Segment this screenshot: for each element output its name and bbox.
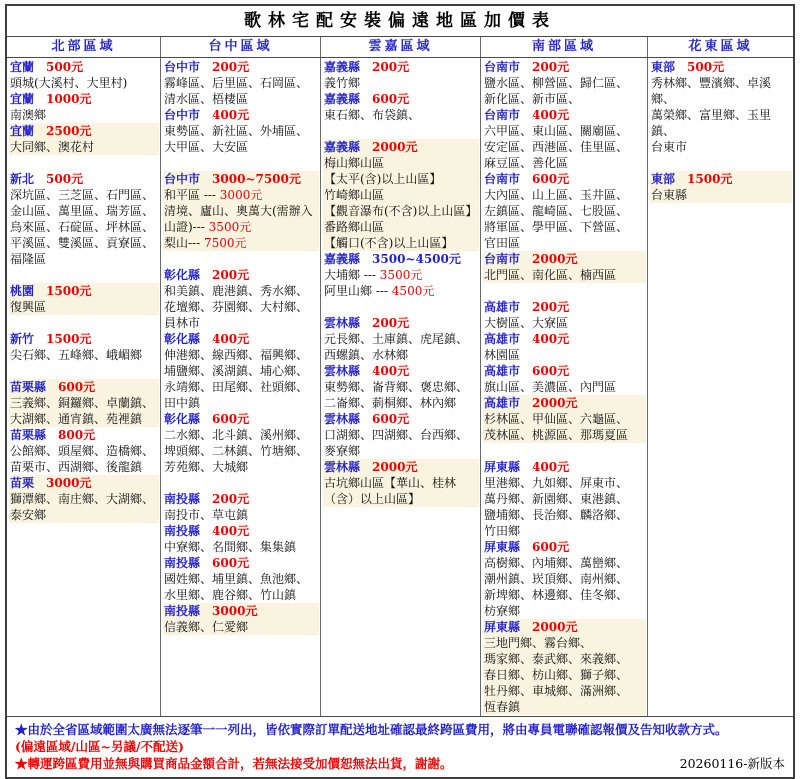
area-line: 萬榮鄉、富里鄉、玉里鎮、 — [651, 108, 772, 138]
column-header-south: 南部區域 — [480, 37, 647, 57]
price-label: 600元 — [372, 92, 410, 106]
price-block — [163, 59, 319, 107]
area-line: 元長鄉、土庫鎮、虎尾鎮、 — [324, 332, 469, 346]
price-block-head — [164, 59, 318, 75]
price-block-head — [10, 379, 158, 395]
area-line: 東勢鄉、崙背鄉、褒忠鄉、 — [324, 380, 469, 394]
block-spacer — [163, 475, 319, 491]
county-label: 嘉義縣 — [324, 252, 361, 266]
region-column-4 — [480, 58, 647, 716]
price-label: 2000元 — [372, 460, 418, 474]
area-line: 鹽水區、柳營區、歸仁區、 — [484, 76, 629, 90]
price-label: 600元 — [532, 172, 570, 186]
area-line: 台東縣 — [651, 188, 688, 202]
area-line: 埔鹽鄉、溪湖鎮、埔心鄉、 — [164, 364, 309, 378]
county-label: 苗栗縣 — [10, 428, 47, 442]
area-line: 花壇鄉、芬園鄉、大村鄉、 — [164, 300, 309, 314]
county-label: 宜蘭 — [10, 92, 35, 106]
area-line: 清境、廬山、奧萬大(需辦入山證)--- 3500元 — [164, 204, 313, 234]
price-label: 1000元 — [46, 92, 92, 106]
price-label: 200元 — [212, 60, 250, 74]
area-line: 牡丹鄉、車城鄉、滿洲鄉、 — [484, 684, 629, 698]
table-footer — [7, 716, 793, 777]
price-block — [163, 491, 319, 523]
area-line: 公館鄉、頭屋鄉、造橋鄉、 — [10, 444, 155, 458]
region-column-1 — [7, 58, 160, 716]
block-spacer — [323, 299, 479, 315]
price-block — [323, 363, 479, 411]
area-line: 西螺鎮、水林鄉 — [324, 348, 409, 362]
area-line: 口湖鄉、四湖鄉、台西鄉、 — [324, 428, 469, 442]
price-block-head — [484, 459, 645, 475]
area-line: 信義鄉、仁愛鄉 — [164, 620, 249, 634]
price-block-head — [651, 171, 791, 187]
price-block — [323, 59, 479, 91]
area-line: 永靖鄉、田尾鄉、社頭鄉、 — [164, 380, 309, 394]
footer-note-3-text: ★轉運跨區費用並無與購買商品金額合計，若無法接受加價恕無法出貨，謝謝。 — [15, 756, 453, 771]
area-line: 清水區、梧棲區 — [164, 92, 249, 106]
area-line: 大同鄉、澳花村 — [10, 140, 95, 154]
area-line: 林園區 — [484, 348, 521, 362]
area-line: 頭城(大溪村、大里村) — [10, 76, 128, 90]
price-block — [323, 459, 479, 507]
county-label: 東部 — [651, 60, 676, 74]
price-label: 2500元 — [46, 124, 92, 138]
price-label: 3000元 — [46, 476, 92, 490]
price-label: 200元 — [532, 60, 570, 74]
area-line: 烏來區、石碇區、坪林區、 — [10, 220, 155, 234]
area-line: 大湖鄉、通宵鎮、苑裡鎮 — [10, 412, 143, 426]
county-label: 苗栗縣 — [10, 380, 47, 394]
area-line: 阿里山鄉 --- 4500元 — [324, 284, 435, 298]
price-label: 2000元 — [532, 396, 578, 410]
county-label: 苗栗 — [10, 476, 35, 490]
area-line: 新化區、新市區、 — [484, 92, 581, 106]
column-header-taichung: 台中區域 — [160, 37, 320, 57]
area-line: 新埤鄉、林邊鄉、佳冬鄉、 — [484, 588, 629, 602]
price-block-head — [10, 427, 158, 443]
price-label: 600元 — [532, 364, 570, 378]
area-line: 苗栗市、西湖鄉、後龍鎮 — [10, 460, 143, 474]
price-block-head — [164, 331, 318, 347]
county-label: 嘉義縣 — [324, 92, 361, 106]
price-block — [323, 411, 479, 459]
price-label: 3000元 — [212, 604, 258, 618]
price-block-head — [324, 139, 478, 155]
price-block — [9, 91, 159, 123]
price-block — [483, 539, 646, 619]
county-label: 雲林縣 — [324, 316, 361, 330]
price-label: 500元 — [46, 60, 84, 74]
column-header-huatung: 花東區域 — [647, 37, 793, 57]
price-block — [483, 459, 646, 539]
area-line: 麥寮鄉 — [324, 444, 361, 458]
price-block-head — [164, 107, 318, 123]
block-spacer — [323, 123, 479, 139]
area-line: 梅山鄉山區 — [324, 156, 385, 170]
block-spacer — [9, 315, 159, 331]
price-block-head — [484, 539, 645, 555]
county-label: 東部 — [651, 172, 676, 186]
price-block — [9, 59, 159, 91]
price-block-head — [10, 59, 158, 75]
area-line: 高樹鄉、內埔鄉、萬巒鄉、 — [484, 556, 629, 570]
price-label: 600元 — [532, 540, 570, 554]
block-spacer — [163, 251, 319, 267]
price-block — [483, 171, 646, 251]
region-column-2 — [160, 58, 320, 716]
footer-note-2: (偏遠區域/山區~另議/不配送) — [15, 739, 184, 754]
price-label: 200元 — [372, 316, 410, 330]
price-label: 3500~4500元 — [372, 252, 461, 266]
price-block — [483, 107, 646, 171]
column-header-north: 北部區域 — [51, 39, 116, 54]
county-label: 台中市 — [164, 172, 201, 186]
price-block — [9, 123, 159, 155]
price-label: 200元 — [212, 492, 250, 506]
price-block — [163, 523, 319, 555]
price-block — [483, 619, 646, 715]
county-label: 桃園 — [10, 284, 35, 298]
area-line: 國姓鄉、埔里鎮、魚池鄉、 — [164, 572, 309, 586]
price-block-head — [10, 331, 158, 347]
price-block — [323, 315, 479, 363]
area-line: 大樹區、大寮區 — [484, 316, 569, 330]
area-line: 金山區、萬里區、瑞芳區、 — [10, 204, 155, 218]
price-label: 600元 — [212, 412, 250, 426]
price-label: 200元 — [532, 300, 570, 314]
county-label: 屏東縣 — [484, 540, 521, 554]
price-label: 600元 — [212, 556, 250, 570]
area-line: 竹崎鄉山區 — [324, 188, 385, 202]
block-spacer — [483, 443, 646, 459]
area-line: 復興區 — [10, 300, 47, 314]
county-label: 嘉義縣 — [324, 60, 361, 74]
county-label: 南投縣 — [164, 524, 201, 538]
price-block — [9, 331, 159, 363]
price-block-head — [484, 251, 645, 267]
page-title: 歌林宅配安裝偏遠地區加價表 — [7, 6, 793, 37]
price-block — [9, 171, 159, 267]
county-label: 南投縣 — [164, 556, 201, 570]
price-block-head — [10, 475, 158, 491]
block-spacer — [163, 155, 319, 171]
price-block — [323, 251, 479, 299]
area-line: 萬丹鄉、新園鄉、東港鎮、 — [484, 492, 629, 506]
county-label: 彰化縣 — [164, 268, 201, 282]
area-line: 六甲區、東山區、關廟區、 — [484, 124, 629, 138]
area-line: 三地門鄉、霧台鄉、 — [484, 636, 593, 650]
price-block — [483, 363, 646, 395]
block-spacer — [9, 363, 159, 379]
area-line: 鹽埔鄉、長治鄉、麟洛鄉、 — [484, 508, 629, 522]
price-block-head — [324, 459, 478, 475]
area-line: 【太平(含)以上山區】 — [324, 172, 442, 186]
price-label: 400元 — [212, 524, 250, 538]
price-block — [163, 107, 319, 155]
county-label: 台南市 — [484, 172, 521, 186]
price-block-head — [164, 267, 318, 283]
price-label: 600元 — [58, 380, 96, 394]
price-block — [9, 427, 159, 475]
county-label: 宜蘭 — [10, 124, 35, 138]
area-line: 大埔鄉 --- 3500元 — [324, 268, 423, 282]
price-block-head — [484, 171, 645, 187]
county-label: 雲林縣 — [324, 412, 361, 426]
county-label: 高雄市 — [484, 364, 521, 378]
area-line: 瑪家鄉、泰武鄉、來義鄉、 — [484, 652, 629, 666]
county-label: 彰化縣 — [164, 412, 201, 426]
area-line: 竹田鄉 — [484, 524, 521, 538]
price-label: 3000~7500元 — [212, 172, 301, 186]
area-line: 二水鄉、北斗鎮、溪州鄉、 — [164, 428, 309, 442]
county-label: 彰化縣 — [164, 332, 201, 346]
area-line: 和美鎮、鹿港鎮、秀水鄉、 — [164, 284, 309, 298]
price-block — [163, 411, 319, 475]
price-label: 200元 — [212, 268, 250, 282]
area-line: 獅潭鄉、南庄鄉、大湖鄉、 — [10, 492, 155, 506]
area-line: 官田區 — [484, 236, 521, 250]
price-block-head — [324, 411, 478, 427]
price-block-head — [651, 59, 791, 75]
price-block — [9, 475, 159, 523]
price-block-head — [10, 171, 158, 187]
area-line: 將軍區、學甲區、下營區、 — [484, 220, 629, 234]
price-block — [163, 267, 319, 331]
area-line: 芳苑鄉、大城鄉 — [164, 460, 249, 474]
price-block-head — [484, 299, 645, 315]
price-label: 400元 — [212, 332, 250, 346]
area-line: 古坑鄉山區【華山、桂林（含）以上山區】 — [324, 476, 457, 506]
area-line: 秀林鄉、豐濱鄉、卓溪鄉、 — [651, 76, 772, 106]
price-block-head — [484, 363, 645, 379]
area-line: 福隆區 — [10, 252, 47, 266]
price-block-head — [484, 107, 645, 123]
area-line: 大甲區、大安區 — [164, 140, 249, 154]
price-block — [163, 555, 319, 603]
surcharge-table — [5, 4, 795, 779]
price-block-head — [484, 395, 645, 411]
area-line: 平溪區、雙溪區、貢寮區、 — [10, 236, 155, 250]
area-line: 恆春鎮 — [484, 700, 521, 714]
area-line: 梨山--- 7500元 — [164, 236, 247, 250]
price-block-head — [484, 59, 645, 75]
area-line: 尖石鄉、五峰鄉、峨嵋鄉 — [10, 348, 143, 362]
area-line: 二崙鄉、莿桐鄉、林內鄉 — [324, 396, 457, 410]
area-line: 東石鄉、布袋鎮、 — [324, 108, 421, 122]
county-label: 嘉義縣 — [324, 140, 361, 154]
price-label: 1500元 — [46, 284, 92, 298]
price-block-head — [10, 123, 158, 139]
county-label: 南投縣 — [164, 604, 201, 618]
price-block — [9, 283, 159, 315]
area-line: 茂林區、桃源區、那瑪夏區 — [484, 428, 629, 442]
county-label: 新竹 — [10, 332, 35, 346]
price-block — [163, 331, 319, 411]
price-block-head — [324, 251, 478, 267]
area-line: 田中鎮 — [164, 396, 201, 410]
county-label: 南投縣 — [164, 492, 201, 506]
county-label: 雲林縣 — [324, 364, 361, 378]
block-spacer — [9, 155, 159, 171]
table-body — [7, 58, 793, 716]
price-block-head — [324, 315, 478, 331]
price-label: 2000元 — [372, 140, 418, 154]
county-label: 台南市 — [484, 60, 521, 74]
price-block — [483, 299, 646, 331]
price-block-head — [324, 59, 478, 75]
area-line: 北門區、南化區、楠西區 — [484, 268, 617, 282]
price-block — [323, 139, 479, 251]
price-block-head — [164, 411, 318, 427]
area-line: 杉林區、甲仙區、六龜區、 — [484, 412, 629, 426]
area-line: 安定區、西港區、佳里區、 — [484, 140, 629, 154]
area-line: 南投市、草屯鎮 — [164, 508, 249, 522]
county-label: 台中市 — [164, 60, 201, 74]
area-line: 南澳鄉 — [10, 108, 47, 122]
county-label: 台南市 — [484, 108, 521, 122]
price-block — [483, 59, 646, 107]
area-line: 中寮鄉、名間鄉、集集鎮 — [164, 540, 297, 554]
area-line: 大內區、山上區、玉井區、 — [484, 188, 629, 202]
price-label: 500元 — [687, 60, 725, 74]
area-line: 泰安鄉 — [10, 508, 47, 522]
county-label: 雲林縣 — [324, 460, 361, 474]
price-label: 1500元 — [46, 332, 92, 346]
block-spacer — [9, 267, 159, 283]
price-block-head — [164, 171, 318, 187]
price-label: 400元 — [372, 364, 410, 378]
region-column-5 — [647, 58, 793, 716]
county-label: 高雄市 — [484, 332, 521, 346]
price-label: 500元 — [46, 172, 84, 186]
price-label: 1500元 — [687, 172, 733, 186]
price-block-head — [164, 491, 318, 507]
block-spacer — [650, 155, 792, 171]
area-line: 潮州鎮、崁頂鄉、南州鄉、 — [484, 572, 629, 586]
county-label: 高雄市 — [484, 300, 521, 314]
price-block-head — [324, 91, 478, 107]
area-line: 旗山區、美濃區、內門區 — [484, 380, 617, 394]
price-block-head — [10, 283, 158, 299]
price-label: 400元 — [532, 332, 570, 346]
column-header-yunchia: 雲嘉區域 — [320, 37, 480, 57]
area-line: 霧峰區、后里區、石岡區、 — [164, 76, 309, 90]
county-label: 台中市 — [164, 108, 201, 122]
price-block — [163, 171, 319, 251]
version-label: 20260116-新版本 — [679, 756, 785, 771]
price-block — [483, 395, 646, 443]
price-block — [650, 171, 792, 203]
price-block — [9, 379, 159, 427]
price-label: 400元 — [532, 460, 570, 474]
area-line: 左鎮區、龍崎區、七股區、 — [484, 204, 629, 218]
area-line: 台東市 — [651, 140, 688, 154]
county-label: 屏東縣 — [484, 620, 521, 634]
area-line: 里港鄉、九如鄉、屏東市、 — [484, 476, 629, 490]
price-label: 600元 — [372, 412, 410, 426]
area-line: 伸港鄉、線西鄉、福興鄉、 — [164, 348, 309, 362]
area-line: 員林市 — [164, 316, 201, 330]
county-label: 宜蘭 — [10, 60, 35, 74]
footer-note-3 — [15, 755, 785, 772]
area-line: 埤頭鄉、二林鎮、竹塘鄉、 — [164, 444, 309, 458]
area-line: 和平區 --- 3000元 — [164, 188, 263, 202]
region-column-3 — [320, 58, 480, 716]
area-line: 麻豆區、善化區 — [484, 156, 569, 170]
price-block-head — [164, 603, 318, 619]
price-block — [483, 251, 646, 283]
block-spacer — [483, 283, 646, 299]
price-block — [483, 331, 646, 363]
area-line: 【觀音瀑布(不含)以上山區】 — [324, 204, 478, 218]
price-block-head — [164, 555, 318, 571]
county-label: 高雄市 — [484, 396, 521, 410]
county-label: 新北 — [10, 172, 35, 186]
price-label: 400元 — [532, 108, 570, 122]
price-block — [650, 59, 792, 155]
price-block-head — [484, 331, 645, 347]
price-label: 2000元 — [532, 620, 578, 634]
table-header-row — [7, 37, 793, 58]
area-line: 三義鄉、銅鑼鄉、卓蘭鎮、 — [10, 396, 155, 410]
price-block — [163, 603, 319, 635]
county-label: 台南市 — [484, 252, 521, 266]
price-label: 200元 — [372, 60, 410, 74]
area-line: 番路鄉山區 — [324, 220, 385, 234]
area-line: 義竹鄉 — [324, 76, 361, 90]
price-block-head — [164, 523, 318, 539]
area-line: 東勢區、新社區、外埔區、 — [164, 124, 309, 138]
area-line: 【觸口(不含)以上山區】 — [324, 236, 454, 250]
county-label: 屏東縣 — [484, 460, 521, 474]
footer-note-1: ★由於全省區域範圍太廣無法逐筆一一列出，皆依實際訂單配送地址確認最終跨區費用，將由專員電聯確認報價及告知收款方式。 — [15, 722, 728, 737]
area-line: 枋寮鄉 — [484, 604, 521, 618]
price-label: 2000元 — [532, 252, 578, 266]
price-block-head — [10, 91, 158, 107]
area-line: 深坑區、三芝區、石門區、 — [10, 188, 155, 202]
price-block — [323, 91, 479, 123]
price-label: 800元 — [58, 428, 96, 442]
area-line: 春日鄉、枋山鄉、獅子鄉、 — [484, 668, 629, 682]
area-line: 水里鄉、鹿谷鄉、竹山鎮 — [164, 588, 297, 602]
price-block-head — [324, 363, 478, 379]
price-label: 400元 — [212, 108, 250, 122]
price-block-head — [484, 619, 645, 635]
